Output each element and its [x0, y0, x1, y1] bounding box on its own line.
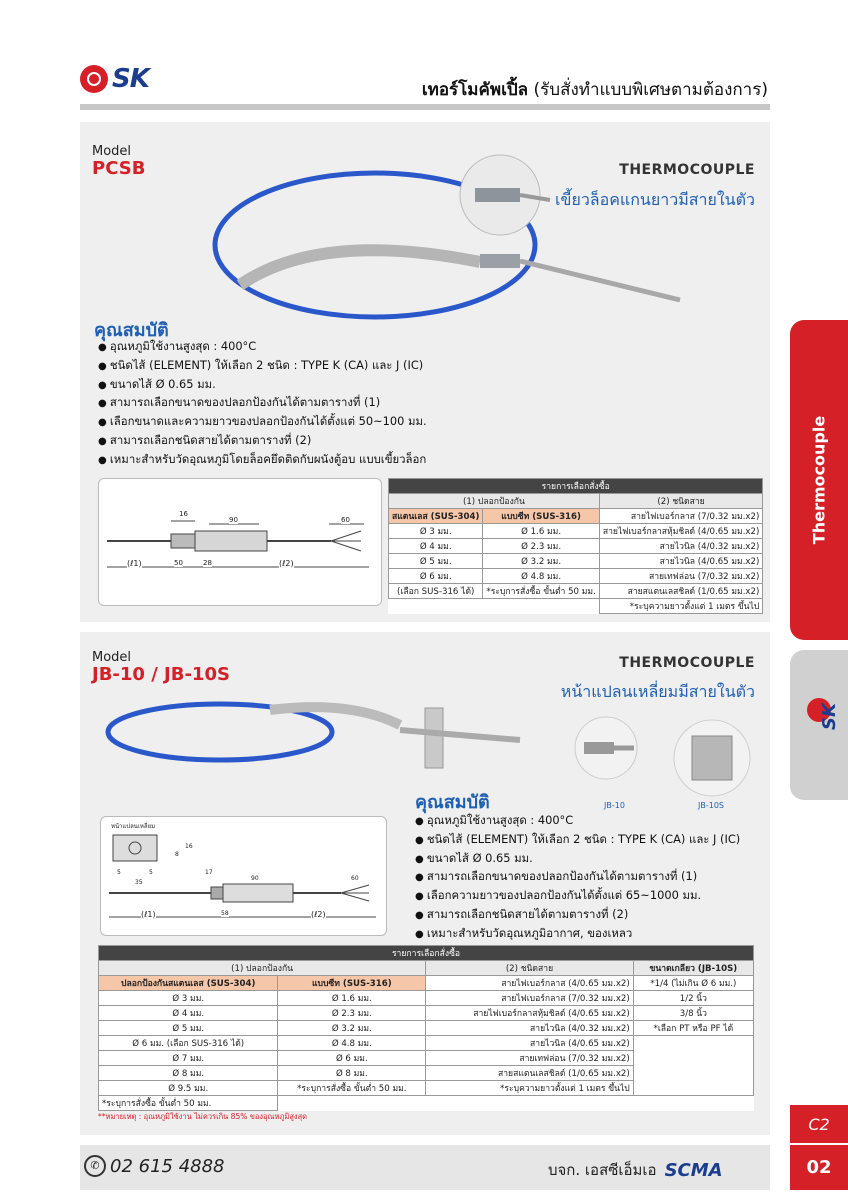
jb10s-detail-photo [670, 716, 754, 800]
table-header: (2) ชนิดสาย [599, 494, 763, 509]
list-item: ● อุณหภูมิใช้งานสูงสุด : 400°C [415, 812, 740, 831]
table-cell: Ø 2.3 มม. [483, 539, 599, 554]
brand-logo-text: SCMA [664, 1159, 723, 1181]
table-caption: รายการเลือกสั่งซื้อ [99, 946, 754, 961]
jb10-detail-photo [574, 716, 638, 780]
list-item: ● สามารถเลือกชนิดสายได้ตามตารางที่ (2) [415, 906, 740, 925]
dim-16: 16 [179, 510, 188, 518]
table-cell: สายสแตนเลสชิลด์ (1/0.65 มม.x2) [426, 1066, 634, 1081]
table-cell: สายไฟเบอร์กลาสหุ้มชิลด์ (4/0.65 มม.x2) [599, 524, 763, 539]
jb-spring-sheath [270, 707, 400, 725]
pcsb-spring-sheath [240, 250, 480, 285]
dim-60: 60 [351, 875, 359, 882]
jb-features-list [415, 812, 740, 944]
table-cell: Ø 4 มม. [99, 1006, 278, 1021]
footer-company [548, 1158, 723, 1182]
tab-thermocouple[interactable] [790, 320, 848, 640]
pcsb-features-title: คุณสมบัติ [94, 320, 169, 341]
table-header: แบบซีท (SUS-316) [483, 509, 599, 524]
table-cell: Ø 3.2 มม. [483, 554, 599, 569]
dim-l1: (ℓ1) [127, 559, 142, 568]
table-cell: *ระบุการสั่งซื้อ ขั้นต่ำ 50 มม. [483, 584, 599, 599]
pcsb-model-label: Model [92, 144, 132, 159]
pcsb-order-table [388, 478, 763, 614]
jb10-photo-label: JB-10 [604, 801, 625, 810]
table-cell: สายเทฟล่อน (7/0.32 มม.x2) [426, 1051, 634, 1066]
table-cell: Ø 6 มม. [389, 569, 483, 584]
logo-text: SK [112, 64, 149, 94]
table-cell: Ø 7 มม. [99, 1051, 278, 1066]
pcsb-features-list [98, 338, 427, 470]
pcsb-detail-fitting [475, 188, 520, 202]
table-cell: สายไวนิล (4/0.65 มม.x2) [426, 1036, 634, 1051]
list-item: ● สามารถเลือกขนาดของปลอกป้องกันได้ตามตารางที่ (1) [98, 394, 427, 413]
jb-model-name: JB-10 / JB-10S [92, 664, 230, 685]
footnote: **หมายเหตุ : อุณหภูมิใช้งาน ไม่ควรเกิน 85% ของอุณหภูมิสูงสุด [98, 1112, 308, 1121]
list-item: ● เลือกความยาวของปลอกป้องกันได้ตั้งแต่ 65~1000 มม. [415, 887, 740, 906]
jb-flange-label: หน้าแปลนเหลี่ยม [111, 823, 156, 830]
dim-35: 35 [135, 879, 143, 886]
table-cell: Ø 6 มม. [278, 1051, 426, 1066]
pcsb-subtitle: เขี้ยวล็อคแกนยาวมีสายในตัว [555, 190, 755, 209]
page-number: 02 [790, 1145, 848, 1190]
dim-8: 8 [175, 851, 179, 858]
table-cell: Ø 3.2 มม. [278, 1021, 426, 1036]
dim-60: 60 [341, 516, 350, 524]
table-header: แบบซีท (SUS-316) [278, 976, 426, 991]
dim-17: 17 [205, 869, 213, 876]
dim-l2: (ℓ2) [279, 559, 294, 568]
table-header: สแตนเลส (SUS-304) [389, 509, 483, 524]
list-item: ● สามารถเลือกชนิดสายได้ตามตารางที่ (2) [98, 432, 427, 451]
list-item: ● เลือกขนาดและความยาวของปลอกป้องกันได้ตั้งแต่ 50~100 มม. [98, 413, 427, 432]
pcsb-model-name: PCSB [92, 158, 146, 179]
table-header: (1) ปลอกป้องกัน [389, 494, 600, 509]
jb-order-table [98, 945, 754, 1111]
table-cell: Ø 8 มม. [278, 1066, 426, 1081]
header-divider [80, 104, 770, 110]
table-cell: *ระบุการสั่งซื้อ ขั้นต่ำ 50 มม. [99, 1096, 278, 1111]
list-item: ● สามารถเลือกขนาดของปลอกป้องกันได้ตามตารางที่ (1) [415, 868, 740, 887]
pcsb-type: THERMOCOUPLE [619, 162, 755, 178]
list-item: ● ขนาดไส้ Ø 0.65 มม. [415, 850, 740, 869]
table-cell: สายไวนิล (4/0.65 มม.x2) [599, 554, 763, 569]
table-cell: 3/8 นิ้ว [633, 1006, 753, 1021]
table-cell: Ø 4 มม. [389, 539, 483, 554]
tab-thermocouple-label: Thermocouple [809, 415, 829, 545]
jb-dimension-diagram [100, 816, 387, 936]
footer-phone [84, 1155, 225, 1177]
dim-5a: 5 [117, 869, 121, 876]
company-name: บจก. เอสซีเอ็มเอ [548, 1161, 657, 1179]
dim-5b: 5 [149, 869, 153, 876]
table-cell: 1/2 นิ้ว [633, 991, 753, 1006]
jb-subtitle: หน้าแปลนเหลี่ยมมีสายในตัว [560, 682, 755, 701]
table-header: (2) ชนิดสาย [426, 961, 634, 976]
table-cell: Ø 4.8 มม. [278, 1036, 426, 1051]
pcsb-dimension-diagram [98, 478, 382, 606]
list-item: ● เหมาะสำหรับวัดอุณหภูมิโดยล็อคยึดติดกับผนังตู้อบ แบบเขี้ยวล็อก [98, 451, 427, 470]
pcsb-product-photo [200, 150, 690, 335]
dim-90: 90 [251, 875, 259, 882]
page-title [422, 76, 768, 103]
dim-50: 50 [174, 559, 183, 567]
dim-90: 90 [229, 516, 238, 524]
jb-probe [400, 730, 520, 740]
table-cell: Ø 8 มม. [99, 1066, 278, 1081]
table-cell: สายไวนิล (4/0.32 มม.x2) [426, 1021, 634, 1036]
table-caption: รายการเลือกสั่งซื้อ [389, 479, 763, 494]
list-item: ● เหมาะสำหรับวัดอุณหภูมิอากาศ, ของเหลว [415, 925, 740, 944]
table-cell: Ø 1.6 มม. [278, 991, 426, 1006]
table-cell: *เลือก PT หรือ PF ได้ [633, 1021, 753, 1036]
page-title-sub: (รับสั่งทำแบบพิเศษตามต้องการ) [533, 80, 768, 100]
logo-emblem-icon [80, 65, 108, 93]
phone-icon: ✆ [84, 1155, 106, 1177]
section-code: C2 [790, 1105, 848, 1143]
list-item: ● ชนิดไส้ (ELEMENT) ให้เลือก 2 ชนิด : TYPE K (CA) และ J (IC) [98, 357, 427, 376]
list-item: ● ชนิดไส้ (ELEMENT) ให้เลือก 2 ชนิด : TYPE K (CA) และ J (IC) [415, 831, 740, 850]
table-cell: (เลือก SUS-316 ได้) [389, 584, 483, 599]
table-cell: สายไฟเบอร์กลาส (7/0.32 มม.x2) [599, 509, 763, 524]
table-cell: Ø 3 มม. [99, 991, 278, 1006]
pcsb-probe [520, 261, 680, 300]
sk-logo [80, 62, 170, 96]
table-cell: สายไฟเบอร์กลาส (7/0.32 มม.x2) [426, 991, 634, 1006]
table-cell: สายไฟเบอร์กลาส (4/0.65 มม.x2) [426, 976, 634, 991]
table-cell: Ø 4.8 มม. [483, 569, 599, 584]
page-title-main: เทอร์โมคัพเปิ้ล [421, 80, 529, 100]
table-header: (1) ปลอกป้องกัน [99, 961, 426, 976]
jb-features-title: คุณสมบัติ [415, 792, 490, 813]
jb-model-label: Model [92, 650, 132, 665]
table-cell: สายไวนิล (4/0.32 มม.x2) [599, 539, 763, 554]
table-cell: สายสแตนเลสชิลด์ (1/0.65 มม.x2) [599, 584, 763, 599]
table-cell: Ø 2.3 มม. [278, 1006, 426, 1021]
table-cell: Ø 1.6 มม. [483, 524, 599, 539]
table-header: ปลอกป้องกันสแตนเลส (SUS-304) [99, 976, 278, 991]
table-cell: *1/4 (ไม่เกิน Ø 6 มม.) [633, 976, 753, 991]
side-logo-text: SK [819, 703, 840, 730]
table-cell: Ø 5 มม. [99, 1021, 278, 1036]
table-cell: Ø 6 มม. (เลือก SUS-316 ได้) [99, 1036, 278, 1051]
dim-28: 28 [203, 559, 212, 567]
table-cell: Ø 9.5 มม. [99, 1081, 278, 1096]
table-header: ขนาดเกลียว (JB-10S) [633, 961, 753, 976]
jb-flange [425, 708, 443, 768]
table-cell: Ø 5 มม. [389, 554, 483, 569]
table-cell: *ระบุการสั่งซื้อ ขั้นต่ำ 50 มม. [278, 1081, 426, 1096]
phone-number: 02 615 4888 [110, 1155, 225, 1177]
list-item: ● ขนาดไส้ Ø 0.65 มม. [98, 376, 427, 395]
jb-type: THERMOCOUPLE [619, 655, 755, 671]
dim-l1: (ℓ1) [141, 910, 156, 919]
dim-l2: (ℓ2) [311, 910, 326, 919]
table-cell: *ระบุความยาวตั้งแต่ 1 เมตร ขึ้นไป [599, 599, 763, 614]
table-cell: สายไฟเบอร์กลาสหุ้มชิลด์ (4/0.65 มม.x2) [426, 1006, 634, 1021]
tab-sk-logo[interactable] [790, 650, 848, 800]
list-item: ● อุณหภูมิใช้งานสูงสุด : 400°C [98, 338, 427, 357]
table-cell: Ø 3 มม. [389, 524, 483, 539]
jb10s-photo-label: JB-10S [698, 801, 724, 810]
pcsb-diagram-drawing [99, 479, 381, 605]
dim-58: 58 [221, 910, 229, 917]
pcsb-lock-fitting [480, 254, 520, 268]
jb-product-photo [100, 690, 580, 790]
table-cell: สายเทฟล่อน (7/0.32 มม.x2) [599, 569, 763, 584]
table-cell: *ระบุความยาวตั้งแต่ 1 เมตร ขึ้นไป [426, 1081, 634, 1096]
dim-16: 16 [185, 843, 193, 850]
